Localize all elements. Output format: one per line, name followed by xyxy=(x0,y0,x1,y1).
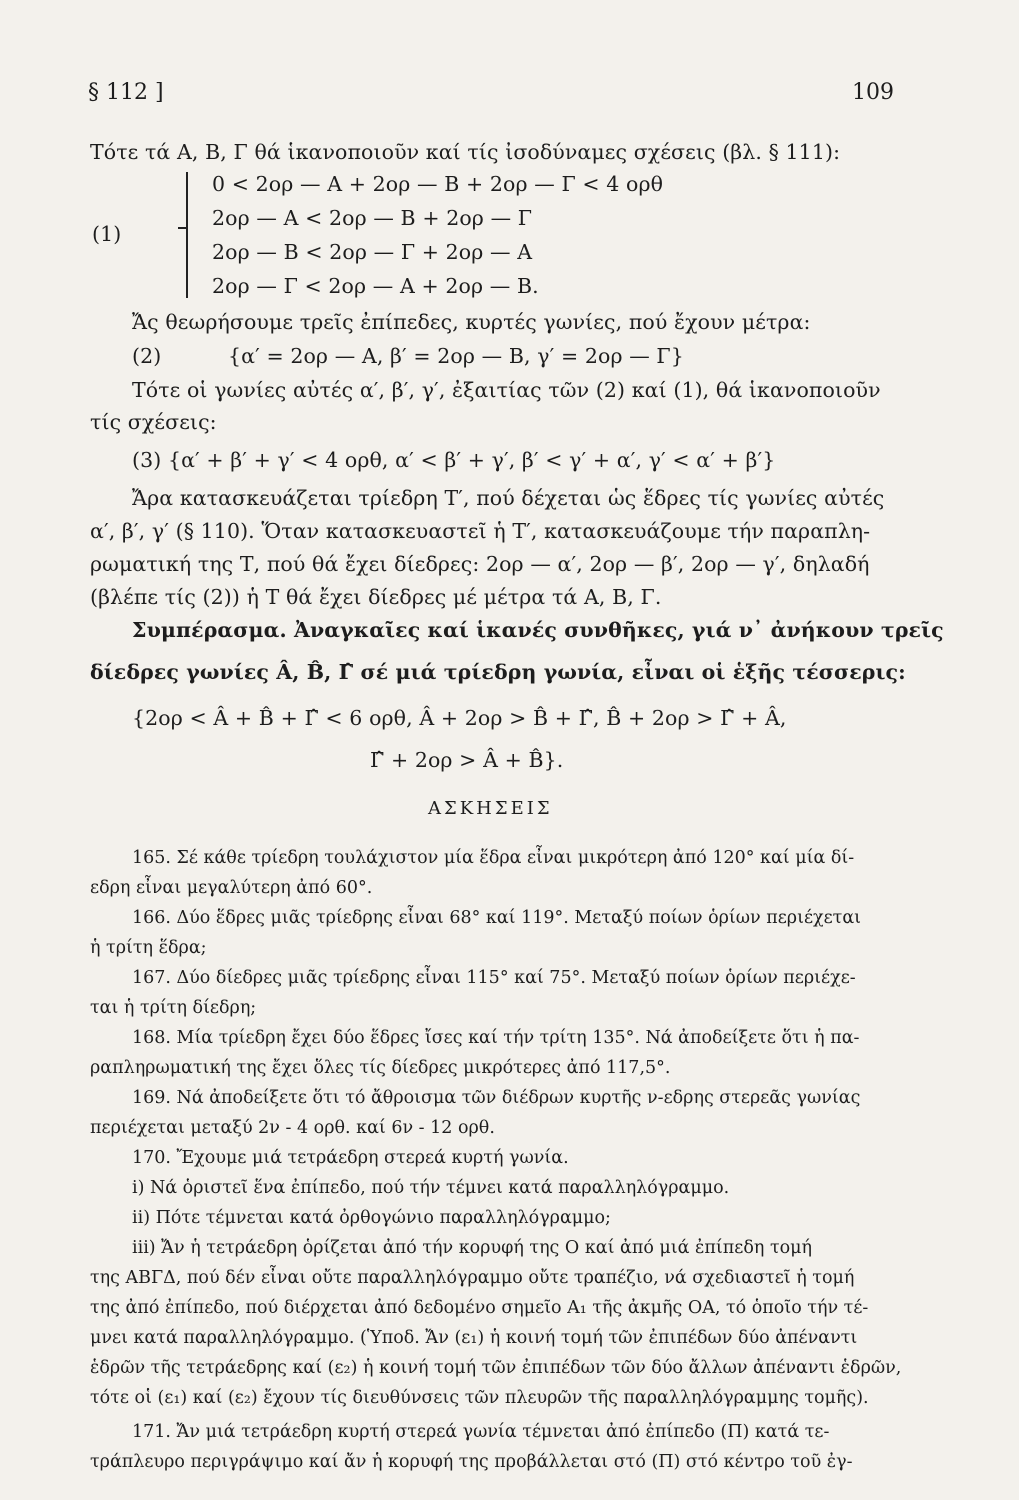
exercise-line: 167. Δύο δίεδρες μιᾶς τρίεδρης εἶναι 115° καί 75°. Μεταξύ ποίων ὁρίων περιέχε- xyxy=(132,968,856,988)
exercise-line: εδρη εἶναι μεγαλύτερη ἀπό 60°. xyxy=(90,878,373,898)
exercise-line: τότε οἱ (ε₁) καί (ε₂) ἔχουν τίς διευθύνσεις τῶν πλευρῶν τῆς παραλληλόγραμμης τομῆς). xyxy=(90,1388,869,1408)
conclusion-formula: {2ορ < Â + B̂ + Γ̂ < 6 ορθ, Â + 2ορ > B̂ + Γ̂, B̂ + 2ορ > Γ̂ + Â, xyxy=(132,706,787,730)
text-line: Ἄρα κατασκευάζεται τρίεδρη Τ′, πού δέχεται ὡς ἕδρες τίς γωνίες αὐτές xyxy=(132,486,885,510)
exercise-line: τράπλευρο περιγράψιμο καί ἄν ἡ κορυφή της προβάλλεται στό (Π) στό κέντρο τοῦ ἐγ- xyxy=(90,1452,853,1472)
exercise-line: ii) Πότε τέμνεται κατά ὀρθογώνιο παραλληλόγραμμο; xyxy=(132,1208,611,1228)
equation-label-1: (1) xyxy=(92,222,122,246)
equation-line: 2ορ — Γ < 2ορ — Α + 2ορ — Β. xyxy=(212,274,539,298)
exercise-line: 166. Δύο ἕδρες μιᾶς τρίεδρης εἶναι 68° καί 119°. Μεταξύ ποίων ὁρίων περιέχεται xyxy=(132,908,862,928)
exercise-line: ται ἡ τρίτη δίεδρη; xyxy=(90,998,257,1018)
equation-line: 0 < 2ορ — Α + 2ορ — Β + 2ορ — Γ < 4 ορθ xyxy=(212,172,664,196)
equation-line: 2ορ — Α < 2ορ — Β + 2ορ — Γ xyxy=(212,206,533,230)
page-number: 109 xyxy=(852,80,894,105)
exercise-line: μνει κατά παραλληλόγραμμο. (Ὑποδ. Ἄν (ε₁) ἡ κοινή τομή τῶν ἐπιπέδων δύο ἀπέναντι xyxy=(90,1328,858,1348)
text-line: Τότε τά Α, Β, Γ θά ἱκανοποιοῦν καί τίς ἰσοδύναμες σχέσεις (βλ. § 111): xyxy=(90,140,841,164)
section-reference: § 112 ] xyxy=(88,80,164,105)
conclusion-line: Συμπέρασμα. Ἀναγκαῖες καί ἱκανές συνθῆκες, γιά ν᾽ ἀνήκουν τρεῖς xyxy=(132,618,944,642)
exercise-line: iii) Ἄν ἡ τετράεδρη ὁρίζεται ἀπό τήν κορυφή της Ο καί ἀπό μιά ἐπίπεδη τομή xyxy=(132,1238,813,1258)
conclusion-formula: Γ̂ + 2ορ > Â + B̂}. xyxy=(370,748,564,772)
equation-line: {α′ = 2ορ — Α, β′ = 2ορ — Β, γ′ = 2ορ — Γ} xyxy=(228,344,684,368)
text-line: Τότε οἱ γωνίες αὐτές α′, β′, γ′, ἐξαιτίας τῶν (2) καί (1), θά ἱκανοποιοῦν xyxy=(132,378,881,402)
exercise-line: περιέχεται μεταξύ 2ν - 4 ορθ. καί 6ν - 12 ορθ. xyxy=(90,1118,495,1138)
exercises-title: ΑΣΚΗΣΕΙΣ xyxy=(428,798,553,819)
equation-label-2: (2) xyxy=(132,344,162,368)
exercise-line: 171. Ἄν μιά τετράεδρη κυρτή στερεά γωνία τέμνεται ἀπό ἐπίπεδο (Π) κατά τε- xyxy=(132,1422,830,1442)
exercise-line: ἡ τρίτη ἕδρα; xyxy=(90,938,207,958)
exercise-line: ραπληρωματική της ἔχει ὅλες τίς δίεδρες μικρότερες ἀπό 117,5°. xyxy=(90,1058,671,1078)
equation-line: 2ορ — Β < 2ορ — Γ + 2ορ — Α xyxy=(212,240,533,264)
exercise-line: 170. Ἔχουμε μιά τετράεδρη στερεά κυρτή γωνία. xyxy=(132,1148,569,1168)
text-line: α′, β′, γ′ (§ 110). Ὅταν κατασκευαστεῖ ἡ Τ′, κατασκευάζουμε τήν παραπλη- xyxy=(90,519,871,543)
exercise-line: της ΑΒΓΔ, πού δέν εἶναι οὔτε παραλληλόγραμμο οὔτε τραπέζιο, νά σχεδιαστεῖ ἡ τομή xyxy=(90,1268,855,1288)
conclusion-line: δίεδρες γωνίες Â, B̂, Γ̂ σέ μιά τρίεδρη γωνία, εἶναι οἱ ἑξῆς τέσσερις: xyxy=(90,660,906,684)
exercise-line: 168. Μία τρίεδρη ἔχει δύο ἕδρες ἴσες καί τήν τρίτη 135°. Νά ἀποδείξετε ὅτι ἡ πα- xyxy=(132,1028,860,1048)
exercise-line: 169. Νά ἀποδείξετε ὅτι τό ἄθροισμα τῶν διέδρων κυρτῆς ν-εδρης στερεᾶς γωνίας xyxy=(132,1088,861,1108)
system-brace xyxy=(186,172,202,298)
exercise-line: ἑδρῶν τῆς τετράεδρης καί (ε₂) ἡ κοινή τομή τῶν ἐπιπέδων τῶν δύο ἄλλων ἀπέναντι ἑδρῶν, xyxy=(90,1358,902,1378)
text-line: Ἄς θεωρήσουμε τρεῖς ἐπίπεδες, κυρτές γωνίες, πού ἔχουν μέτρα: xyxy=(132,310,811,334)
exercise-line: 165. Σέ κάθε τρίεδρη τουλάχιστον μία ἕδρα εἶναι μικρότερη ἀπό 120° καί μία δί- xyxy=(132,848,855,868)
text-line: τίς σχέσεις: xyxy=(90,410,217,434)
text-line: ρωματική της Τ, πού θά ἔχει δίεδρες: 2ορ — α′, 2ορ — β′, 2ορ — γ′, δηλαδή xyxy=(90,552,870,576)
exercise-line: i) Νά ὁριστεῖ ἕνα ἐπίπεδο, πού τήν τέμνει κατά παραλληλόγραμμο. xyxy=(132,1178,730,1198)
equation-line: (3) {α′ + β′ + γ′ < 4 ορθ, α′ < β′ + γ′, β′ < γ′ + α′, γ′ < α′ + β′} xyxy=(132,448,776,472)
text-line: (βλέπε τίς (2)) ἡ Τ θά ἔχει δίεδρες μέ μέτρα τά Α, Β, Γ. xyxy=(90,585,662,609)
exercise-line: της ἀπό ἐπίπεδο, πού διέρχεται ἀπό δεδομένο σημεῖο Α₁ τῆς ἀκμῆς ΟΑ, τό ὁποῖο τήν τέ- xyxy=(90,1298,869,1318)
